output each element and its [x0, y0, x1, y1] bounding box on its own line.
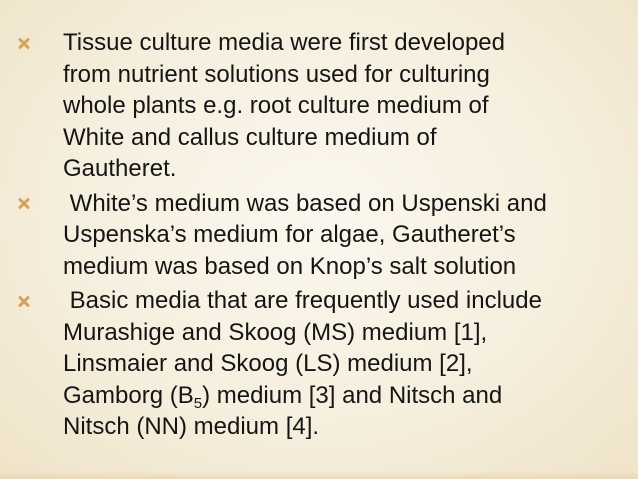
x-mark-icon	[18, 198, 30, 210]
gamborg-line-start: Gamborg (B	[63, 381, 194, 409]
bullet-text-line: Nitsch (NN) medium [4].	[63, 413, 320, 440]
bullet-text-line: Basic media that are frequently used include	[63, 287, 542, 314]
bullet-text-line: White’s medium was based on Uspenski and	[63, 189, 547, 217]
bullet-text-line: from nutrient solutions used for culturing	[63, 60, 490, 88]
bullet-list	[18, 27, 618, 446]
x-mark-icon	[18, 295, 30, 307]
bullet-item-medium-origins	[18, 188, 618, 283]
bottom-band	[0, 471, 638, 479]
bullet-item-basic-media	[18, 285, 618, 443]
bullet-text-line: White and callus culture medium of	[63, 123, 437, 151]
gamborg-line-end: ) medium [3] and Nitsch and	[202, 381, 503, 409]
bullet-text-line: Gautheret.	[63, 155, 177, 182]
bullet-text-line: Linsmaier and Skoog (LS) medium [2],	[63, 350, 473, 377]
bullet-text-line: whole plants e.g. root culture medium of	[63, 92, 489, 119]
b5-subscript: 5	[193, 394, 203, 412]
bullet-item-tissue-culture-media	[18, 27, 618, 185]
x-mark-icon	[18, 37, 30, 49]
bullet-text-line: Tissue culture media were first developed	[63, 29, 505, 56]
bullet-text-line: medium was based on Knop’s salt solution	[63, 252, 517, 280]
bullet-text-line: Murashige and Skoog (MS) medium [1],	[63, 318, 488, 346]
bullet-text-line: Uspenska’s medium for algae, Gautheret’s	[63, 221, 516, 248]
